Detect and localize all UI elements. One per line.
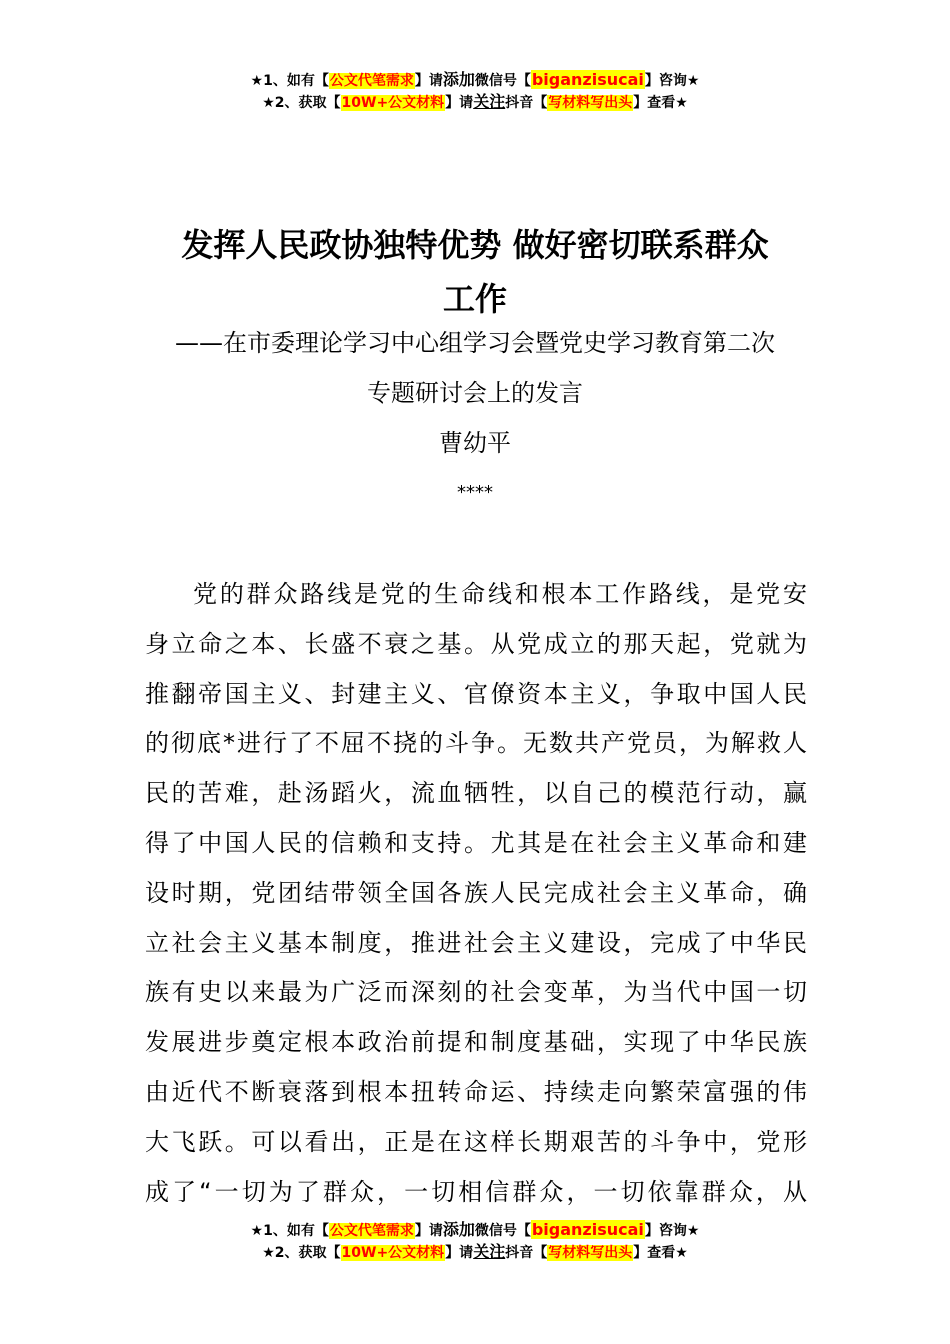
promo-wechat-id: biganzisucai xyxy=(531,1220,644,1239)
promo-line-1 xyxy=(0,69,950,91)
promo-emphasis: 关注 xyxy=(473,92,506,111)
body-line: 得了中国人民的信赖和支持。尤其是在社会主义革命和建 xyxy=(145,828,807,857)
body-line: 由近代不断衰落到根本扭转命运、持续走向繁荣富强的伟 xyxy=(145,1077,807,1106)
body-line: 立社会主义基本制度，推进社会主义建设，完成了中华民 xyxy=(145,928,807,957)
body-line: 发展进步奠定根本政治前提和制度基础，实现了中华民族 xyxy=(145,1028,807,1057)
subtitle-line-2: 专题研讨会上的发言 xyxy=(367,379,583,407)
promo-text: ★2、获取【 xyxy=(262,1245,341,1261)
body-line: 推翻帝国主义、封建主义、官僚资本主义，争取中国人民 xyxy=(145,679,807,708)
promo-highlight: 10W+公文材料 xyxy=(341,95,445,111)
promo-douyin-account: 写材料写出头 xyxy=(548,1245,633,1261)
body-line: 的彻底*进行了不屈不挠的斗争。无数共产党员，为解救人 xyxy=(145,729,807,758)
body-paragraph xyxy=(145,570,807,1217)
body-line: 族有史以来最为广泛而深刻的社会变革，为当代中国一切 xyxy=(145,978,807,1007)
promo-text: 】请 xyxy=(414,73,443,89)
body-line: 成了“一切为了群众，一切相信群众，一切依靠群众，从 xyxy=(145,1177,807,1206)
title-line-1: 发挥人民政协独特优势 做好密切联系群众 xyxy=(181,226,769,264)
promo-text: ★1、如有【 xyxy=(250,1223,329,1239)
promo-line-2 xyxy=(0,1241,950,1263)
body-line: 大飞跃。可以看出，正是在这样长期艰苦的斗争中，党形 xyxy=(145,1127,807,1156)
promo-highlight: 公文代笔需求 xyxy=(329,1223,414,1239)
promo-text: 】查看★ xyxy=(633,1245,688,1261)
body-line: 民的苦难，赴汤蹈火，流血牺牲，以自己的模范行动，赢 xyxy=(145,779,807,808)
promo-highlight: 公文代笔需求 xyxy=(329,73,414,89)
promo-line-2 xyxy=(0,91,950,113)
promo-text: ★2、获取【 xyxy=(262,95,341,111)
document-title xyxy=(0,218,950,326)
author-name: 曹幼平 xyxy=(439,429,511,457)
promo-text: 抖音【 xyxy=(505,95,548,111)
subtitle-line-1: ——在市委理论学习中心组学习会暨党史学习教育第二次 xyxy=(175,329,775,357)
promo-text: 】请 xyxy=(445,1245,474,1261)
promo-text: 】请 xyxy=(445,95,474,111)
promo-text: ★1、如有【 xyxy=(250,73,329,89)
promo-banner-bottom xyxy=(0,1219,950,1263)
promo-highlight: 10W+公文材料 xyxy=(341,1245,445,1261)
promo-text: 抖音【 xyxy=(505,1245,548,1261)
promo-emphasis: 添加 xyxy=(442,1220,475,1239)
separator: **** xyxy=(457,482,493,503)
promo-text: 微信号【 xyxy=(474,73,531,89)
body-line: 身立命之本、长盛不衰之基。从党成立的那天起，党就为 xyxy=(145,629,807,658)
promo-emphasis: 添加 xyxy=(442,70,475,89)
title-line-2: 工作 xyxy=(442,280,507,318)
promo-line-1 xyxy=(0,1219,950,1241)
promo-text: 】咨询★ xyxy=(644,1223,700,1239)
promo-douyin-account: 写材料写出头 xyxy=(548,95,633,111)
promo-text: 】查看★ xyxy=(633,95,688,111)
body-line: 党的群众路线是党的生命线和根本工作路线，是党安 xyxy=(193,580,807,608)
promo-text: 】请 xyxy=(414,1223,443,1239)
body-line: 设时期，党团结带领全国各族人民完成社会主义革命，确 xyxy=(145,878,807,907)
promo-text: 】咨询★ xyxy=(644,73,700,89)
promo-emphasis: 关注 xyxy=(473,1242,506,1261)
promo-wechat-id: biganzisucai xyxy=(531,70,644,89)
promo-banner-top xyxy=(0,69,950,113)
promo-text: 微信号【 xyxy=(474,1223,531,1239)
